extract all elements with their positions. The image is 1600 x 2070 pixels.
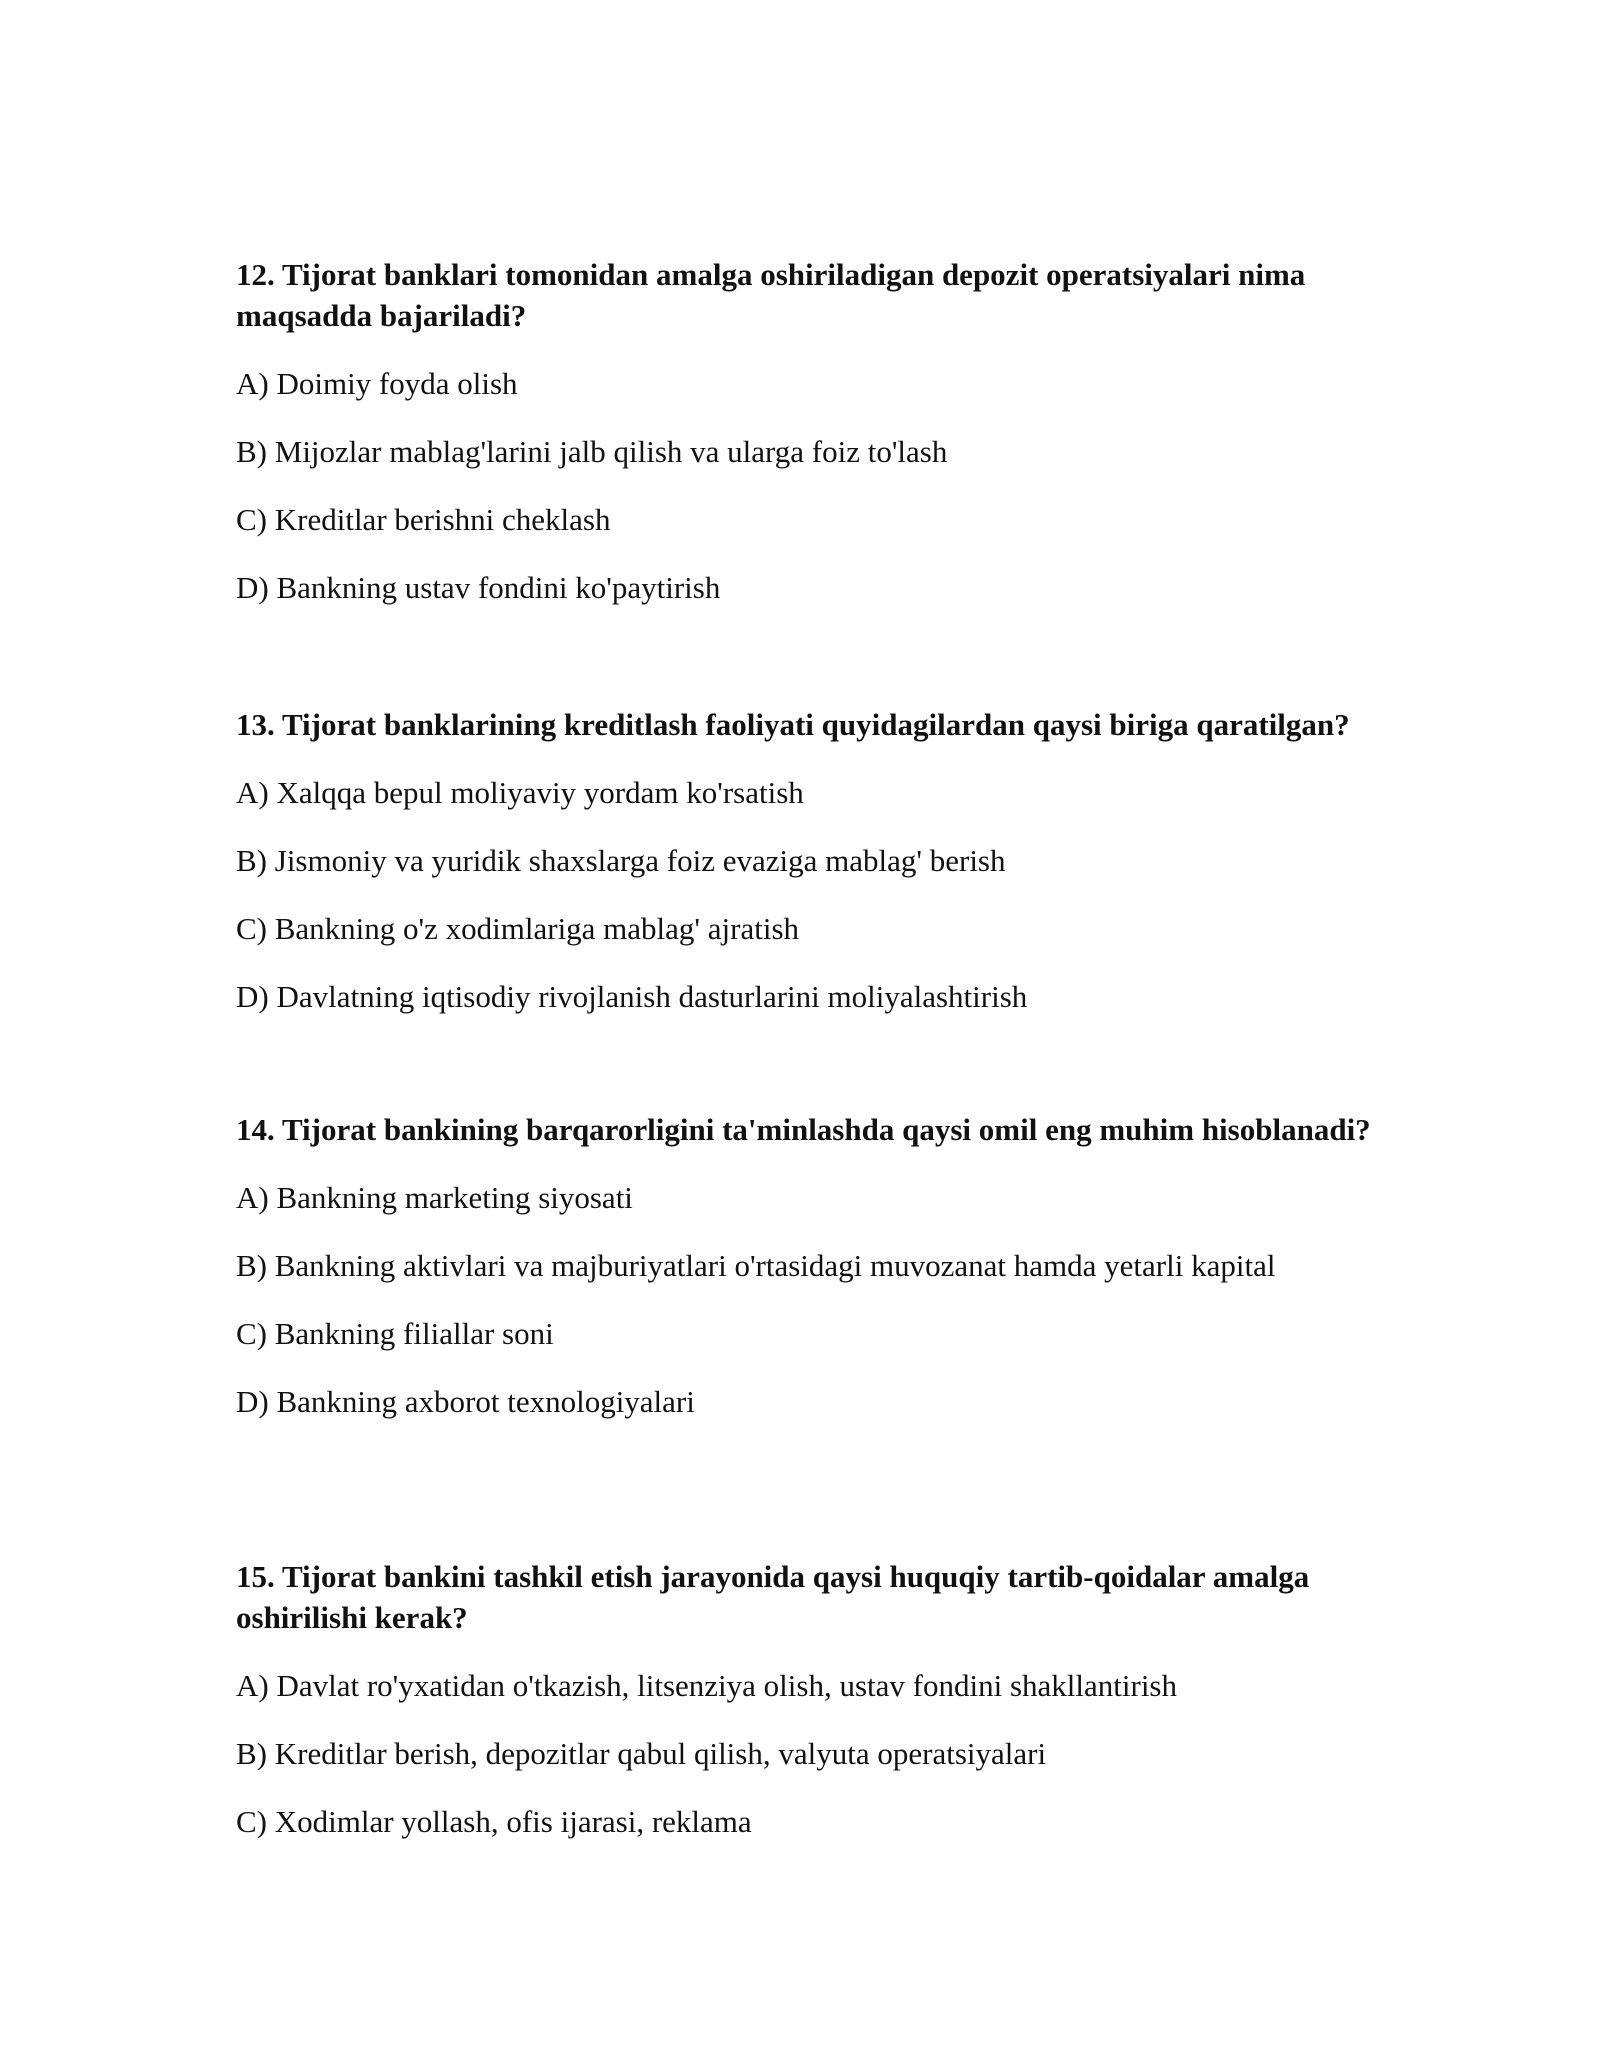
answer-option-b: B) Bankning aktivlari va majburiyatlari o'rtasidagi muvozanat hamda yetarli kapital [236,1248,1276,1283]
answer-option-c: C) Bankning filiallar soni [236,1316,554,1351]
answer-option-b: B) Kreditlar berish, depozitlar qabul qilish, valyuta operatsiyalari [236,1736,1047,1771]
answer-option-a: A) Doimiy foyda olish [236,366,518,401]
answer-option-b: B) Mijozlar mablag'larini jalb qilish va ularga foiz to'lash [236,434,948,469]
question-block-12 [236,254,1386,608]
question-block-14 [236,1109,1386,1422]
question-text: 12. Tijorat banklari tomonidan amalga oshiriladigan depozit operatsiyalari nima maqsadda bajariladi? [236,257,1306,333]
question-text: 14. Tijorat bankining barqarorligini ta'minlashda qaysi omil eng muhim hisoblanadi? [236,1112,1371,1147]
answer-option-a: A) Xalqqa bepul moliyaviy yordam ko'rsatish [236,775,804,810]
answer-option-d: D) Davlatning iqtisodiy rivojlanish dasturlarini moliyalashtirish [236,979,1028,1014]
answer-option-d: D) Bankning ustav fondini ko'paytirish [236,570,721,605]
answer-option-c: C) Xodimlar yollash, ofis ijarasi, reklama [236,1804,752,1839]
answer-option-c: C) Bankning o'z xodimlariga mablag' ajratish [236,911,800,946]
answer-option-b: B) Jismoniy va yuridik shaxslarga foiz evaziga mablag' berish [236,843,1006,878]
question-text: 15. Tijorat bankini tashkil etish jarayonida qaysi huquqiy tartib-qoidalar amalga oshirilishi kerak? [236,1559,1310,1635]
question-block-15 [236,1556,1386,1842]
question-text: 13. Tijorat banklarining kreditlash faoliyati quyidagilardan qaysi biriga qaratilgan? [236,707,1350,742]
answer-option-c: C) Kreditlar berishni cheklash [236,502,611,537]
answer-option-d: D) Bankning axborot texnologiyalari [236,1384,695,1419]
question-block-13 [236,704,1386,1017]
answer-option-a: A) Bankning marketing siyosati [236,1180,633,1215]
answer-option-a: A) Davlat ro'yxatidan o'tkazish, litsenziya olish, ustav fondini shakllantirish [236,1668,1177,1703]
